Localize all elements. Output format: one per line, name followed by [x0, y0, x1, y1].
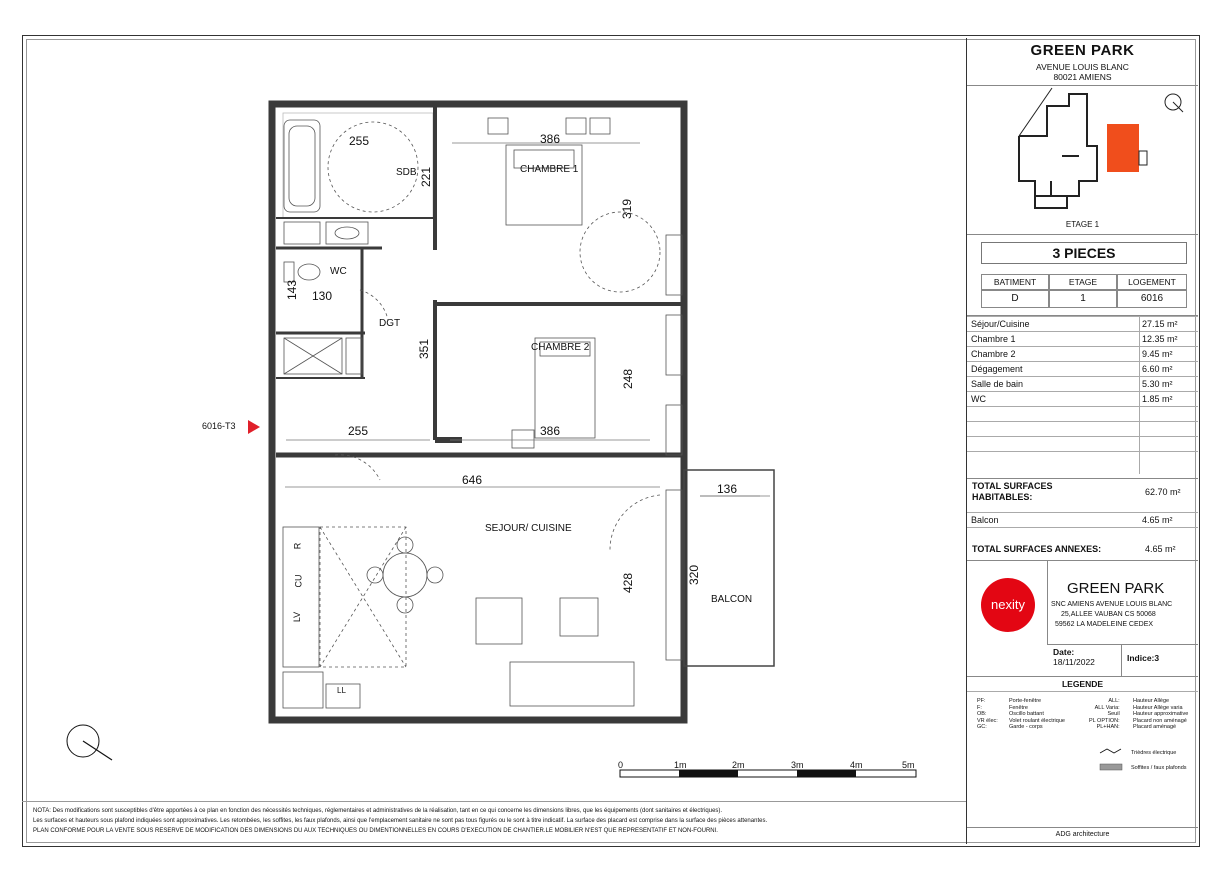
value-batiment: D	[981, 290, 1049, 308]
kitchen-label-cu: CU	[293, 574, 304, 588]
date-value: 18/11/2022	[1053, 657, 1095, 667]
north-arrow-icon	[67, 725, 112, 760]
room-label-chambre1: CHAMBRE 1	[520, 164, 579, 175]
dim-136: 136	[717, 482, 738, 496]
dim-130: 130	[312, 289, 333, 303]
note-line-3: PLAN CONFORME POUR LA VENTE SOUS RESERVE DE MODIFICATION DES DIMENSIONS DU AUX TECHNIQUES OU DIMENTIONNELLES EN COURS D'EXECUTION DE CHANTIER.LE MOBILIER N'EST QUE REPRESENTATIF ET NON-FOURNI.	[33, 828, 718, 834]
dim-646: 646	[462, 473, 483, 487]
dim-428: 428	[621, 572, 636, 594]
developer-line-2: 25,ALLEE VAUBAN CS 50068	[1061, 611, 1156, 618]
project-address-2: 80021 AMIENS	[1053, 72, 1112, 82]
dim-255-sdb: 255	[349, 134, 370, 148]
dim-221: 221	[419, 166, 434, 188]
dim-386-chambre2: 386	[540, 424, 561, 438]
value-etage: 1	[1049, 290, 1117, 308]
dim-255-entry: 255	[348, 424, 369, 438]
scale-label-3m: 3m	[791, 760, 804, 770]
room-label-sdb: SDB	[396, 167, 417, 178]
project-address-1: AVENUE LOUIS BLANC	[1036, 62, 1129, 72]
kitchen-label-lv: LV	[292, 611, 303, 623]
nexity-logo: nexity	[981, 578, 1035, 632]
surface-row: Chambre 2 9.45 m²	[967, 346, 1198, 362]
room-label-sejour: SEJOUR/ CUISINE	[485, 523, 572, 534]
developer-line-3: 59562 LA MADELEINE CEDEX	[1055, 621, 1154, 628]
scale-label-2m: 2m	[732, 760, 745, 770]
architect: ADG architecture	[1055, 831, 1110, 838]
room-label-dgt: DGT	[379, 318, 401, 329]
title-block	[966, 38, 1197, 844]
legend-left-desc: Porte-fenêtre Fenêtre Oscillo battant Volet roulant électrique Garde - corps	[1009, 698, 1065, 731]
unit-highlight	[1107, 124, 1139, 172]
legend-right-desc: Hauteur Allège Hauteur Allège varia Hauteur approximative Placard non aménagé Placard aménagé	[1133, 698, 1189, 731]
surface-row-empty	[967, 421, 1198, 437]
note-line-2: Les surfaces et hauteurs sous plafond indiquées sont approximatives. Les retombées, les soffites, les faux plafonds, ainsi que l'emplacement sanitaire ne sont pas tous figurés ou le sont à titre indicatif. La surface des placard est comprise dans la surface des pièces attenantes.	[33, 818, 768, 824]
header-batiment: BATIMENT	[981, 274, 1049, 290]
ll-label: LL	[337, 686, 346, 695]
legend-symbol-2: Soffites / faux plafonds	[1131, 765, 1187, 771]
room-label-chambre2: CHAMBRE 2	[531, 342, 590, 353]
legend-symbols	[1097, 746, 1127, 776]
total-habitable-label-2: HABITABLES:	[972, 492, 1033, 502]
unit-type: 3 PIECES	[981, 242, 1187, 264]
entry-arrow-icon	[248, 420, 260, 434]
project-title: GREEN PARK	[1030, 42, 1135, 59]
surface-row-empty	[967, 451, 1198, 467]
dim-143: 143	[285, 279, 300, 301]
dim-319: 319	[620, 198, 635, 220]
surface-row: Chambre 1 12.35 m²	[967, 331, 1198, 347]
surface-row: Séjour/Cuisine 27.15 m²	[967, 316, 1198, 332]
surface-row: Salle de bain 5.30 m²	[967, 376, 1198, 392]
legend-left-codes: PF: F: OB: VR élec: GC:	[977, 698, 998, 731]
scale-label-1m: 1m	[674, 760, 687, 770]
dim-320: 320	[687, 564, 702, 586]
scale-label-4m: 4m	[850, 760, 863, 770]
unit-entry-tag: 6016-T3	[202, 421, 236, 431]
keyplan-label: ETAGE 1	[1065, 220, 1100, 229]
total-annexes-value: 4.65 m²	[1145, 544, 1176, 554]
exterior-walls	[272, 104, 684, 720]
scale-label-5m: 5m	[902, 760, 915, 770]
dim-351: 351	[417, 338, 432, 360]
notes-divider	[22, 801, 966, 802]
kitchen-label-r: R	[292, 542, 303, 550]
surface-row: Dégagement 6.60 m²	[967, 361, 1198, 377]
legend-right-codes: ALL: ALL Varia: Seuil PL OPTION: PL+HAN:	[1089, 698, 1120, 731]
room-label-balcon: BALCON	[711, 594, 753, 605]
surface-row-empty	[967, 406, 1198, 422]
value-logement: 6016	[1117, 290, 1187, 308]
surfaces-table	[967, 315, 1198, 474]
scale-label-0: 0	[618, 760, 624, 770]
date-label: Date:	[1053, 647, 1075, 657]
scale-bar	[620, 770, 916, 777]
developer-line-1: SNC AMIENS AVENUE LOUIS BLANC	[1051, 601, 1173, 608]
balcon-row: Balcon 4.65 m²	[967, 512, 1198, 528]
header-etage: ETAGE	[1049, 274, 1117, 290]
dim-248: 248	[621, 368, 636, 390]
indice: Indice:3	[1127, 653, 1160, 663]
total-habitable-label-1: TOTAL SURFACES	[972, 481, 1053, 491]
note-line-1: NOTA: Des modifications sont susceptibles d'être apportées à ce plan en fonction des nécessités techniques, réglementaires et administratives de la réalisation, tant en ce qui concerne les dimensions libres, que les équipements (dont sanitaires et électriques).	[33, 808, 723, 814]
legend-title: LEGENDE	[1061, 679, 1104, 689]
total-habitable-value: 62.70 m²	[1145, 487, 1181, 497]
surface-row-empty	[967, 436, 1198, 452]
legend-symbol-1: Trièdres électrique	[1131, 750, 1177, 756]
room-label-wc: WC	[330, 266, 347, 277]
dim-386-chambre1: 386	[540, 132, 561, 146]
surface-row: WC 1.85 m²	[967, 391, 1198, 407]
total-annexes-label: TOTAL SURFACES ANNEXES:	[972, 544, 1102, 554]
developer-name: GREEN PARK	[1067, 580, 1165, 597]
header-logement: LOGEMENT	[1117, 274, 1187, 290]
